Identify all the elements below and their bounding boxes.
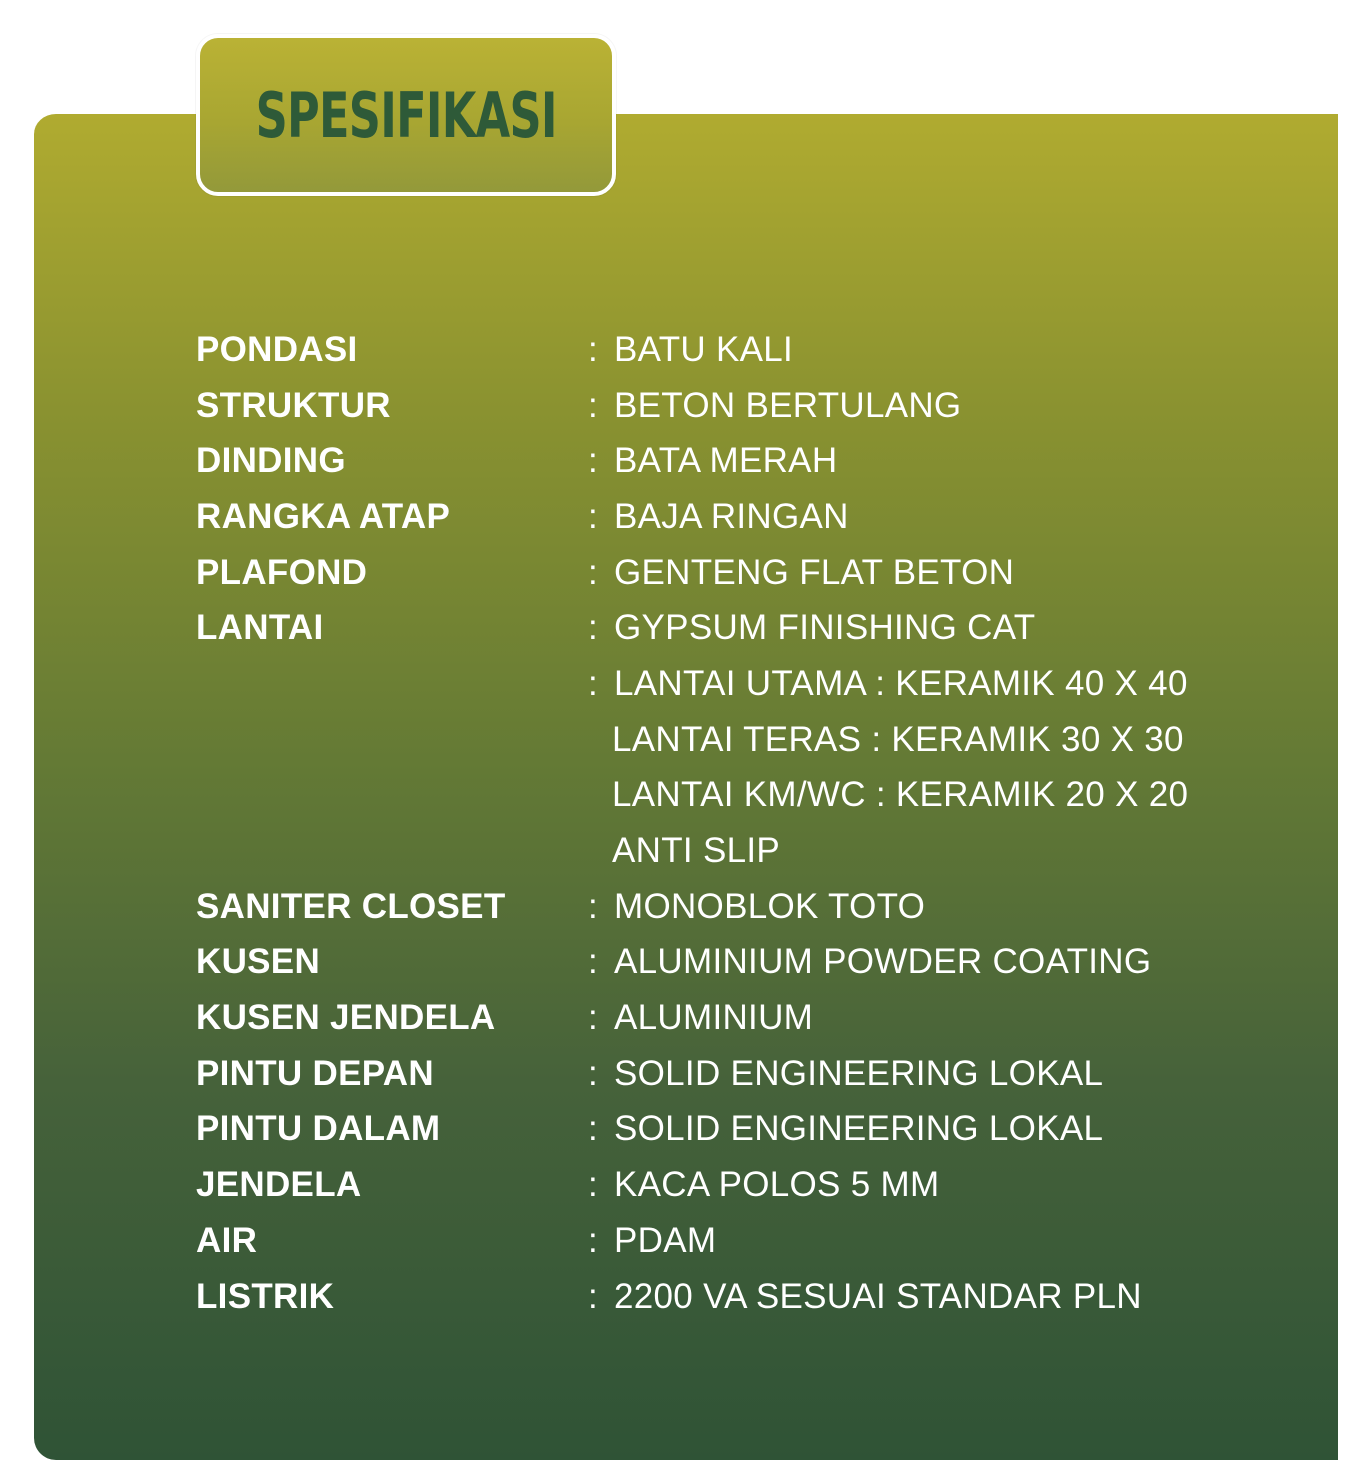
spec-separator: : [588,552,599,592]
spec-label: LISTRIK [196,1276,335,1316]
spec-separator: : [588,942,599,982]
spec-separator: : [588,385,599,425]
spec-value: BATA MERAH [614,441,838,481]
spec-row-struktur [196,378,1316,434]
spec-value: BAJA RINGAN [614,496,849,536]
spec-row-air [196,1213,1316,1269]
spec-value: ALUMINIUM [614,998,814,1038]
spec-row-saniter-closet [196,879,1316,935]
spec-value: BATU KALI [614,329,794,369]
title-tab [196,34,616,196]
spec-label: DINDING [196,441,346,481]
spec-label: STRUKTUR [196,385,391,425]
spec-separator: : [588,1053,599,1093]
spec-value: GENTENG FLAT BETON [614,552,1015,592]
spec-value-continuation: LANTAI TERAS : KERAMIK 30 X 30 [612,719,1184,759]
spec-label: PINTU DEPAN [196,1053,434,1093]
spec-value: PDAM [614,1220,717,1260]
spec-row-pintu-dalam [196,1102,1316,1158]
spec-list [196,322,1316,1324]
spec-row-lantai [196,600,1316,656]
spec-separator: : [588,1109,599,1149]
spec-value: SOLID ENGINEERING LOKAL [614,1053,1104,1093]
spec-row-rangka-atap [196,489,1316,545]
spec-row-continuation [196,712,1316,768]
spec-separator: : [588,496,599,536]
spec-separator: : [588,886,599,926]
spec-separator: : [588,663,599,703]
page-title: SPESIFIKASI [255,78,557,152]
spec-label: KUSEN JENDELA [196,998,496,1038]
spec-row-pintu-depan [196,1046,1316,1102]
spec-separator: : [588,1276,599,1316]
spec-row-kusen-jendela [196,990,1316,1046]
spec-label: RANGKA ATAP [196,496,451,536]
spec-label: PONDASI [196,329,358,369]
spec-separator: : [588,1165,599,1205]
spec-value-continuation: LANTAI KM/WC : KERAMIK 20 X 20 [612,775,1189,815]
spec-row-plafond [196,545,1316,601]
spec-separator: : [588,441,599,481]
spec-value: GYPSUM FINISHING CAT [614,608,1036,648]
spec-value: ALUMINIUM POWDER COATING [614,942,1152,982]
spec-value: BETON BERTULANG [614,385,962,425]
spec-row-listrik [196,1269,1316,1325]
spec-separator: : [588,608,599,648]
spec-row-lantai-detail [196,656,1316,712]
spec-value: KACA POLOS 5 MM [614,1165,940,1205]
spec-label: PINTU DALAM [196,1109,441,1149]
spec-label: SANITER CLOSET [196,886,506,926]
spec-row-dinding [196,433,1316,489]
spec-value-continuation: ANTI SLIP [612,831,781,871]
spec-separator: : [588,1220,599,1260]
spec-row-continuation [196,823,1316,879]
spec-label: PLAFOND [196,552,368,592]
spec-value: 2200 VA SESUAI STANDAR PLN [614,1276,1142,1316]
spec-label: LANTAI [196,608,324,648]
spec-row-kusen [196,935,1316,991]
spec-label: JENDELA [196,1165,362,1205]
spec-value: SOLID ENGINEERING LOKAL [614,1109,1104,1149]
spec-row-continuation [196,768,1316,824]
spec-label: KUSEN [196,942,321,982]
spec-value: LANTAI UTAMA : KERAMIK 40 X 40 [614,663,1188,703]
spec-separator: : [588,998,599,1038]
spec-row-jendela [196,1157,1316,1213]
spec-row-pondasi [196,322,1316,378]
spec-value: MONOBLOK TOTO [614,886,926,926]
spec-separator: : [588,329,599,369]
spec-label: AIR [196,1220,258,1260]
